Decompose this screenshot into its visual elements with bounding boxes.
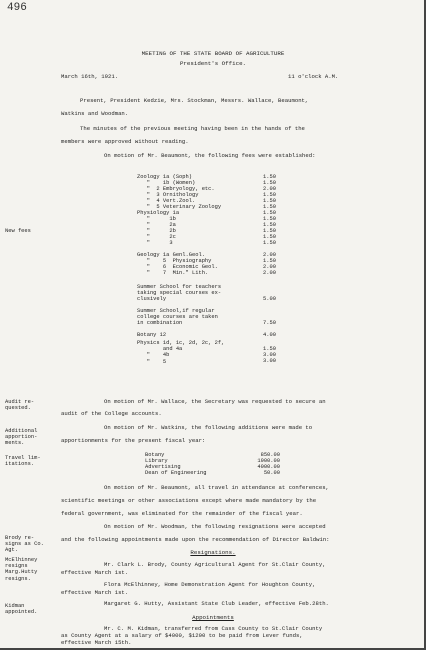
fee-amount: 1.50	[263, 174, 276, 180]
brody-line-1: Mr. Clark L. Brody, County Agricultural Agent for St.Clair County,	[104, 561, 326, 568]
kidman-line-2: as County Agent at a salary of $4000, $1200 to be paid from Lever funds,	[61, 632, 303, 639]
page-title: MEETING OF THE STATE BOARD OF AGRICULTURE	[141, 50, 285, 57]
fee-course: " 7 Min." Lith.	[137, 270, 209, 276]
resignations-heading: Resignations.	[190, 549, 236, 556]
apportionment-amount: 1900.00	[257, 458, 280, 464]
apportionment-line-2: apportionments for the present fiscal year:	[61, 437, 206, 444]
fee-course: Zoology 1a (Soph)	[137, 174, 192, 180]
page-number: 496	[7, 2, 27, 14]
margin-note-kidman: Kidman appointed.	[5, 603, 38, 616]
fee-course: " 5 Physiography	[137, 258, 212, 264]
margin-note-mcelhinney-hutty: McElhinney resigns Marg.Hutty resigns.	[5, 557, 38, 582]
fee-course: " 4 Vert.Zool.	[137, 198, 196, 204]
resignation-intro-1: On motion of Mr. Woodman, the following resignations were accepted	[104, 523, 326, 530]
summer-school-exclusive-amount: 5.00	[263, 296, 276, 302]
apportionment-amount: 4000.00	[257, 464, 280, 470]
present-line-1: Present, President Kedzie, Mrs. Stockman, Messrs. Wallace, Beaumont,	[80, 97, 309, 104]
kidman-line-3: effective March 15th.	[61, 639, 132, 646]
fee-course: " 1b (Women)	[137, 180, 196, 186]
fee-amount: 2.00	[263, 186, 276, 192]
mcelhinney-line-2: effective March 1st.	[61, 589, 129, 596]
fee-course: " 2a	[137, 222, 176, 228]
meeting-time: 11 o'clock A.M.	[288, 73, 339, 80]
margin-note-apportionments: Additional apportion- ments.	[5, 428, 38, 447]
kidman-line-1: Mr. C. M. Kidman, transferred from Cass County to St.Clair County	[104, 625, 323, 632]
fee-amount: 1.50	[263, 204, 276, 210]
fee-amount: 1.50	[263, 192, 276, 198]
fee-amount: 1.50	[263, 222, 276, 228]
margin-note-brody: Brody re- signs as Co. Agt.	[5, 535, 44, 554]
fee-amount: 1.50	[263, 258, 276, 264]
audit-line-2: audit of the College accounts.	[61, 410, 162, 417]
fee-course: Physiology 1a	[137, 210, 180, 216]
hutty-line: Margaret G. Hutty, Assistant State Club Leader, effective Feb.28th.	[104, 600, 329, 607]
apportionment-amount: 850.00	[260, 452, 280, 458]
meeting-date: March 16th, 1921.	[61, 73, 119, 80]
brody-line-2: effective March 1st.	[61, 569, 129, 576]
fee-amount: 2.00	[263, 264, 276, 270]
mcelhinney-line-1: Flora McElhinney, Home Demonstration Agent for Houghton County,	[104, 581, 316, 588]
fee-amount: 1.50	[263, 240, 276, 246]
fee-course: Geology 1a Genl.Geol.	[137, 252, 205, 258]
minutes-line-2: members were approved without reading.	[61, 138, 189, 145]
fee-course: " 3	[137, 240, 173, 246]
present-line-2: Watkins and Woodman.	[61, 110, 129, 117]
margin-note-audit: Audit re- quested.	[5, 399, 35, 412]
audit-line-1: On motion of Mr. Wallace, the Secretary was requested to secure an	[104, 398, 326, 405]
page-subtitle: President's Office.	[179, 60, 247, 67]
fee-amount: 2.00	[263, 270, 276, 276]
fee-course: " 6 Economic Geol.	[137, 264, 218, 270]
apportionment-amount: 50.00	[263, 470, 280, 476]
fee-course: " 2b	[137, 228, 176, 234]
travel-line-3: federal government, was eliminated for the remainder of the fiscal year.	[61, 510, 303, 517]
apportionment-line-1: On motion of Mr. Watkins, the following additions were made to	[104, 424, 313, 431]
fee-course: " 1b	[137, 216, 176, 222]
apportionment-item: Dean of Engineering	[145, 470, 207, 476]
fee-amount: 1.50	[263, 216, 276, 222]
fee-course: " 2c	[137, 234, 176, 240]
travel-line-1: On motion of Mr. Beaumont, all travel in attendance at conferences,	[104, 484, 329, 491]
appointments-heading: Appointments	[192, 614, 234, 621]
fee-amount: 1.50	[263, 198, 276, 204]
summer-school-combined-amount: 7.50	[263, 320, 276, 326]
physics-fee-amounts: 1.50 3.00 3.00	[263, 346, 276, 365]
fee-amount: 1.50	[263, 180, 276, 186]
resignation-intro-2: and the following appointments made upon the recommendation of Director Baldwin:	[61, 536, 330, 543]
margin-note-new-fees: New fees	[5, 228, 31, 234]
fee-amount: 2.00	[263, 252, 276, 258]
fee-course: " 5 Veterinary Zoology	[137, 204, 222, 210]
fees-intro: On motion of Mr. Beaumont, the following fees were established:	[104, 152, 316, 159]
fee-amount: 1.50	[263, 210, 276, 216]
travel-line-2: scientific meetings or other associations except where made mandatory by the	[61, 497, 317, 504]
fee-course: " 3 Ornithology	[137, 192, 199, 198]
fee-amount: 1.50	[263, 234, 276, 240]
fee-course: " 2 Embryology, etc.	[137, 186, 215, 192]
apportionment-item: Botany	[145, 452, 165, 458]
apportionment-item: Advertising	[145, 464, 181, 470]
fee-amount: 1.50	[263, 228, 276, 234]
margin-note-travel: Travel lim- itations.	[5, 455, 41, 468]
summer-school-combined: Summer School,if regular college courses are taken in combination	[137, 308, 218, 327]
physics-fees: Physics 1d, 1c, 2d, 2c, 2f, and 4a " 4b " 5	[137, 340, 225, 365]
apportionment-item: Library	[145, 458, 168, 464]
botany-fee-amount: 4.00	[263, 332, 276, 338]
botany-fee: Botany 12	[137, 332, 167, 338]
minutes-line-1: The minutes of the previous meeting having been in the hands of the	[80, 125, 305, 132]
summer-school-exclusive: Summer School for teachers taking special courses ex- clusively	[137, 284, 222, 303]
